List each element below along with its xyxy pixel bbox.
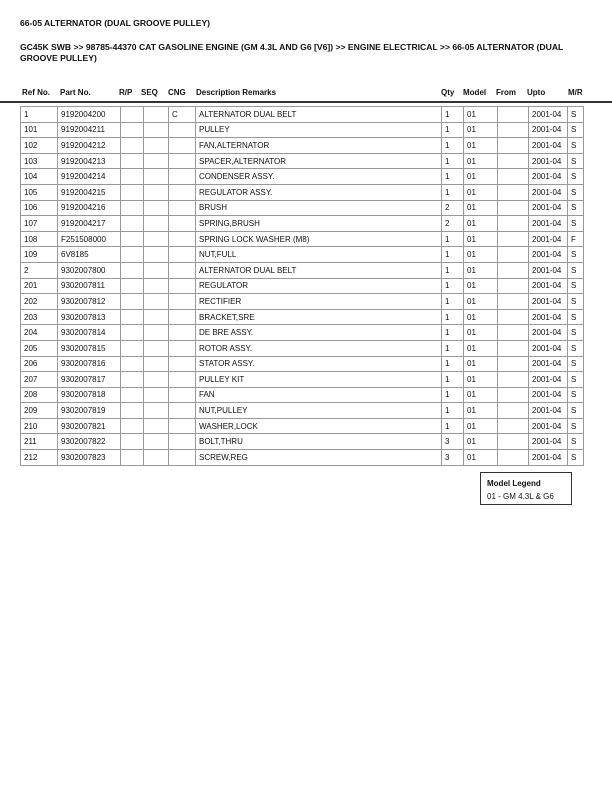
cell-model: 01 <box>464 278 498 294</box>
cell-qty: 1 <box>442 387 464 403</box>
table-row <box>21 403 584 419</box>
cell-mr: S <box>568 294 584 310</box>
table-row <box>21 247 584 263</box>
cell-qty: 1 <box>442 231 464 247</box>
cell-qty: 1 <box>442 247 464 263</box>
cell-cng <box>169 262 196 278</box>
cell-upto: 2001-04 <box>529 200 568 216</box>
cell-part: 9302007800 <box>58 262 121 278</box>
cell-rp <box>121 340 144 356</box>
cell-from <box>498 262 529 278</box>
cell-upto: 2001-04 <box>529 403 568 419</box>
cell-from <box>498 200 529 216</box>
breadcrumb: GC45K SWB >> 98785-44370 CAT GASOLINE ENGINE (GM 4.3L AND G6 [V6]) >> ENGINE ELECTRICAL >> 66-05 ALTERNATOR (DUAL GROOVE PULLEY) <box>20 42 564 63</box>
cell-qty: 1 <box>442 184 464 200</box>
cell-part: 9302007815 <box>58 340 121 356</box>
cell-rp <box>121 169 144 185</box>
cell-cng <box>169 231 196 247</box>
cell-cng <box>169 340 196 356</box>
cell-ref: 205 <box>21 340 58 356</box>
cell-desc: ALTERNATOR DUAL BELT <box>196 262 442 278</box>
table-row <box>21 340 584 356</box>
cell-upto: 2001-04 <box>529 107 568 123</box>
cell-mr: S <box>568 450 584 466</box>
cell-from <box>498 434 529 450</box>
cell-desc: BRUSH <box>196 200 442 216</box>
table-row <box>21 372 584 388</box>
cell-seq <box>144 153 169 169</box>
cell-mr: S <box>568 418 584 434</box>
cell-rp <box>121 184 144 200</box>
cell-ref: 212 <box>21 450 58 466</box>
cell-upto: 2001-04 <box>529 325 568 341</box>
cell-seq <box>144 450 169 466</box>
table-row <box>21 184 584 200</box>
cell-ref: 103 <box>21 153 58 169</box>
cell-desc: SPRING,BRUSH <box>196 216 442 232</box>
col-model: Model <box>463 88 487 97</box>
cell-from <box>498 387 529 403</box>
cell-seq <box>144 309 169 325</box>
cell-desc: FAN <box>196 387 442 403</box>
cell-seq <box>144 418 169 434</box>
cell-part: 9302007817 <box>58 372 121 388</box>
cell-desc: ROTOR ASSY. <box>196 340 442 356</box>
cell-rp <box>121 434 144 450</box>
cell-seq <box>144 107 169 123</box>
cell-model: 01 <box>464 169 498 185</box>
cell-desc: RECTIFIER <box>196 294 442 310</box>
cell-from <box>498 107 529 123</box>
col-cng: CNG <box>168 88 186 97</box>
cell-part: 9192004214 <box>58 169 121 185</box>
cell-mr: S <box>568 387 584 403</box>
table-row <box>21 387 584 403</box>
cell-from <box>498 169 529 185</box>
cell-seq <box>144 294 169 310</box>
cell-upto: 2001-04 <box>529 169 568 185</box>
cell-qty: 1 <box>442 294 464 310</box>
cell-mr: S <box>568 247 584 263</box>
cell-seq <box>144 169 169 185</box>
table-row <box>21 107 584 123</box>
cell-seq <box>144 278 169 294</box>
cell-seq <box>144 340 169 356</box>
cell-from <box>498 231 529 247</box>
cell-from <box>498 122 529 138</box>
table-header <box>0 86 612 98</box>
cell-ref: 109 <box>21 247 58 263</box>
cell-desc: ALTERNATOR DUAL BELT <box>196 107 442 123</box>
col-from: From <box>496 88 516 97</box>
cell-ref: 201 <box>21 278 58 294</box>
cell-rp <box>121 122 144 138</box>
cell-upto: 2001-04 <box>529 372 568 388</box>
cell-qty: 1 <box>442 403 464 419</box>
cell-desc: PULLEY <box>196 122 442 138</box>
parts-table <box>20 106 584 466</box>
cell-desc: WASHER,LOCK <box>196 418 442 434</box>
cell-qty: 1 <box>442 169 464 185</box>
legend-title: Model Legend <box>487 479 541 488</box>
cell-rp <box>121 216 144 232</box>
cell-rp <box>121 231 144 247</box>
cell-model: 01 <box>464 294 498 310</box>
cell-part: 9302007821 <box>58 418 121 434</box>
table-row <box>21 122 584 138</box>
cell-model: 01 <box>464 356 498 372</box>
cell-from <box>498 184 529 200</box>
cell-rp <box>121 294 144 310</box>
cell-model: 01 <box>464 231 498 247</box>
cell-mr: S <box>568 153 584 169</box>
cell-part: 9302007818 <box>58 387 121 403</box>
header-divider <box>0 101 612 103</box>
table-row <box>21 200 584 216</box>
cell-part: 9302007816 <box>58 356 121 372</box>
cell-qty: 2 <box>442 216 464 232</box>
cell-mr: S <box>568 200 584 216</box>
cell-cng <box>169 387 196 403</box>
col-rp: R/P <box>119 88 133 97</box>
cell-desc: REGULATOR ASSY. <box>196 184 442 200</box>
cell-from <box>498 340 529 356</box>
cell-upto: 2001-04 <box>529 231 568 247</box>
cell-upto: 2001-04 <box>529 262 568 278</box>
cell-model: 01 <box>464 309 498 325</box>
cell-seq <box>144 231 169 247</box>
cell-upto: 2001-04 <box>529 153 568 169</box>
cell-cng <box>169 325 196 341</box>
cell-ref: 1 <box>21 107 58 123</box>
cell-model: 01 <box>464 325 498 341</box>
cell-seq <box>144 356 169 372</box>
cell-model: 01 <box>464 247 498 263</box>
cell-upto: 2001-04 <box>529 247 568 263</box>
table-row <box>21 231 584 247</box>
cell-ref: 106 <box>21 200 58 216</box>
cell-mr: S <box>568 216 584 232</box>
cell-seq <box>144 138 169 154</box>
cell-mr: F <box>568 231 584 247</box>
cell-desc: SPACER,ALTERNATOR <box>196 153 442 169</box>
cell-upto: 2001-04 <box>529 450 568 466</box>
cell-rp <box>121 418 144 434</box>
cell-cng: C <box>169 107 196 123</box>
cell-model: 01 <box>464 200 498 216</box>
cell-upto: 2001-04 <box>529 418 568 434</box>
cell-rp <box>121 262 144 278</box>
cell-upto: 2001-04 <box>529 434 568 450</box>
cell-part: 9192004216 <box>58 200 121 216</box>
cell-ref: 206 <box>21 356 58 372</box>
cell-part: 9302007819 <box>58 403 121 419</box>
cell-upto: 2001-04 <box>529 184 568 200</box>
cell-cng <box>169 138 196 154</box>
cell-mr: S <box>568 403 584 419</box>
cell-mr: S <box>568 434 584 450</box>
cell-mr: S <box>568 107 584 123</box>
legend-entry: 01 - GM 4.3L & G6 <box>487 492 554 501</box>
cell-qty: 1 <box>442 372 464 388</box>
cell-model: 01 <box>464 262 498 278</box>
cell-mr: S <box>568 309 584 325</box>
table-row <box>21 153 584 169</box>
cell-qty: 1 <box>442 356 464 372</box>
model-legend <box>480 472 572 505</box>
cell-upto: 2001-04 <box>529 387 568 403</box>
cell-part: 9302007823 <box>58 450 121 466</box>
cell-qty: 1 <box>442 107 464 123</box>
cell-part: F251508000 <box>58 231 121 247</box>
cell-rp <box>121 153 144 169</box>
cell-desc: CONDENSER ASSY. <box>196 169 442 185</box>
cell-model: 01 <box>464 216 498 232</box>
cell-cng <box>169 122 196 138</box>
cell-part: 6V8185 <box>58 247 121 263</box>
table-row <box>21 450 584 466</box>
table-row <box>21 216 584 232</box>
cell-qty: 2 <box>442 200 464 216</box>
cell-qty: 1 <box>442 325 464 341</box>
cell-part: 9192004200 <box>58 107 121 123</box>
cell-mr: S <box>568 122 584 138</box>
cell-ref: 211 <box>21 434 58 450</box>
table-row <box>21 278 584 294</box>
cell-rp <box>121 403 144 419</box>
cell-desc: BOLT,THRU <box>196 434 442 450</box>
cell-ref: 202 <box>21 294 58 310</box>
cell-mr: S <box>568 278 584 294</box>
cell-ref: 2 <box>21 262 58 278</box>
cell-ref: 107 <box>21 216 58 232</box>
cell-from <box>498 247 529 263</box>
cell-cng <box>169 169 196 185</box>
col-part: Part No. <box>60 88 91 97</box>
cell-upto: 2001-04 <box>529 138 568 154</box>
cell-seq <box>144 200 169 216</box>
cell-seq <box>144 434 169 450</box>
cell-rp <box>121 107 144 123</box>
cell-from <box>498 372 529 388</box>
cell-ref: 108 <box>21 231 58 247</box>
cell-cng <box>169 372 196 388</box>
cell-part: 9302007812 <box>58 294 121 310</box>
cell-upto: 2001-04 <box>529 278 568 294</box>
cell-model: 01 <box>464 372 498 388</box>
cell-model: 01 <box>464 450 498 466</box>
cell-cng <box>169 356 196 372</box>
cell-seq <box>144 122 169 138</box>
cell-ref: 208 <box>21 387 58 403</box>
cell-mr: S <box>568 372 584 388</box>
cell-qty: 1 <box>442 262 464 278</box>
cell-from <box>498 153 529 169</box>
cell-model: 01 <box>464 153 498 169</box>
cell-from <box>498 138 529 154</box>
cell-model: 01 <box>464 387 498 403</box>
cell-seq <box>144 216 169 232</box>
cell-mr: S <box>568 325 584 341</box>
cell-part: 9192004217 <box>58 216 121 232</box>
cell-from <box>498 450 529 466</box>
cell-part: 9192004211 <box>58 122 121 138</box>
cell-desc: PULLEY KIT <box>196 372 442 388</box>
cell-upto: 2001-04 <box>529 340 568 356</box>
cell-cng <box>169 434 196 450</box>
cell-qty: 1 <box>442 122 464 138</box>
table-row <box>21 434 584 450</box>
cell-from <box>498 294 529 310</box>
cell-model: 01 <box>464 122 498 138</box>
cell-rp <box>121 372 144 388</box>
table-row <box>21 418 584 434</box>
cell-model: 01 <box>464 403 498 419</box>
cell-rp <box>121 387 144 403</box>
cell-desc: NUT,PULLEY <box>196 403 442 419</box>
cell-qty: 1 <box>442 309 464 325</box>
cell-seq <box>144 247 169 263</box>
cell-ref: 204 <box>21 325 58 341</box>
cell-upto: 2001-04 <box>529 294 568 310</box>
cell-cng <box>169 216 196 232</box>
cell-model: 01 <box>464 340 498 356</box>
cell-ref: 207 <box>21 372 58 388</box>
cell-mr: S <box>568 184 584 200</box>
cell-from <box>498 356 529 372</box>
cell-upto: 2001-04 <box>529 216 568 232</box>
cell-model: 01 <box>464 138 498 154</box>
cell-qty: 3 <box>442 450 464 466</box>
cell-model: 01 <box>464 434 498 450</box>
cell-desc: SCREW,REG <box>196 450 442 466</box>
cell-desc: BRACKET,SRE <box>196 309 442 325</box>
cell-desc: SPRING LOCK WASHER (M8) <box>196 231 442 247</box>
cell-seq <box>144 325 169 341</box>
cell-seq <box>144 262 169 278</box>
cell-cng <box>169 418 196 434</box>
cell-cng <box>169 247 196 263</box>
cell-from <box>498 325 529 341</box>
cell-rp <box>121 200 144 216</box>
cell-ref: 203 <box>21 309 58 325</box>
cell-ref: 101 <box>21 122 58 138</box>
cell-seq <box>144 403 169 419</box>
page-title: 66-05 ALTERNATOR (DUAL GROOVE PULLEY) <box>20 18 211 28</box>
cell-part: 9192004215 <box>58 184 121 200</box>
cell-desc: NUT,FULL <box>196 247 442 263</box>
cell-rp <box>121 278 144 294</box>
cell-upto: 2001-04 <box>529 356 568 372</box>
cell-from <box>498 278 529 294</box>
cell-desc: STATOR ASSY. <box>196 356 442 372</box>
col-ref: Ref No. <box>22 88 50 97</box>
cell-rp <box>121 450 144 466</box>
cell-cng <box>169 294 196 310</box>
cell-model: 01 <box>464 184 498 200</box>
table-row <box>21 262 584 278</box>
col-desc: Description Remarks <box>196 88 277 97</box>
col-mr: M/R <box>568 88 583 97</box>
cell-ref: 104 <box>21 169 58 185</box>
cell-seq <box>144 372 169 388</box>
cell-ref: 105 <box>21 184 58 200</box>
cell-part: 9192004212 <box>58 138 121 154</box>
table-row <box>21 169 584 185</box>
table-row <box>21 294 584 310</box>
cell-cng <box>169 278 196 294</box>
cell-model: 01 <box>464 418 498 434</box>
cell-mr: S <box>568 138 584 154</box>
cell-cng <box>169 200 196 216</box>
cell-qty: 1 <box>442 153 464 169</box>
cell-desc: FAN,ALTERNATOR <box>196 138 442 154</box>
cell-from <box>498 216 529 232</box>
cell-ref: 102 <box>21 138 58 154</box>
cell-from <box>498 418 529 434</box>
cell-qty: 1 <box>442 418 464 434</box>
cell-cng <box>169 403 196 419</box>
table-row <box>21 309 584 325</box>
cell-from <box>498 403 529 419</box>
cell-rp <box>121 138 144 154</box>
cell-part: 9192004213 <box>58 153 121 169</box>
cell-mr: S <box>568 356 584 372</box>
cell-part: 9302007822 <box>58 434 121 450</box>
cell-qty: 1 <box>442 138 464 154</box>
cell-qty: 1 <box>442 278 464 294</box>
cell-rp <box>121 247 144 263</box>
cell-part: 9302007811 <box>58 278 121 294</box>
cell-cng <box>169 450 196 466</box>
cell-rp <box>121 325 144 341</box>
cell-ref: 209 <box>21 403 58 419</box>
cell-upto: 2001-04 <box>529 122 568 138</box>
cell-seq <box>144 387 169 403</box>
cell-desc: REGULATOR <box>196 278 442 294</box>
col-qty: Qty <box>441 88 455 97</box>
cell-cng <box>169 309 196 325</box>
cell-qty: 1 <box>442 340 464 356</box>
table-row <box>21 325 584 341</box>
cell-mr: S <box>568 340 584 356</box>
cell-qty: 3 <box>442 434 464 450</box>
table-row <box>21 356 584 372</box>
cell-desc: DE BRE ASSY. <box>196 325 442 341</box>
cell-part: 9302007813 <box>58 309 121 325</box>
cell-mr: S <box>568 262 584 278</box>
cell-model: 01 <box>464 107 498 123</box>
col-seq: SEQ <box>141 88 158 97</box>
cell-upto: 2001-04 <box>529 309 568 325</box>
cell-cng <box>169 153 196 169</box>
cell-ref: 210 <box>21 418 58 434</box>
cell-seq <box>144 184 169 200</box>
cell-mr: S <box>568 169 584 185</box>
cell-rp <box>121 356 144 372</box>
cell-part: 9302007814 <box>58 325 121 341</box>
cell-from <box>498 309 529 325</box>
cell-cng <box>169 184 196 200</box>
table-row <box>21 138 584 154</box>
col-upto: Upto <box>527 88 546 97</box>
cell-rp <box>121 309 144 325</box>
